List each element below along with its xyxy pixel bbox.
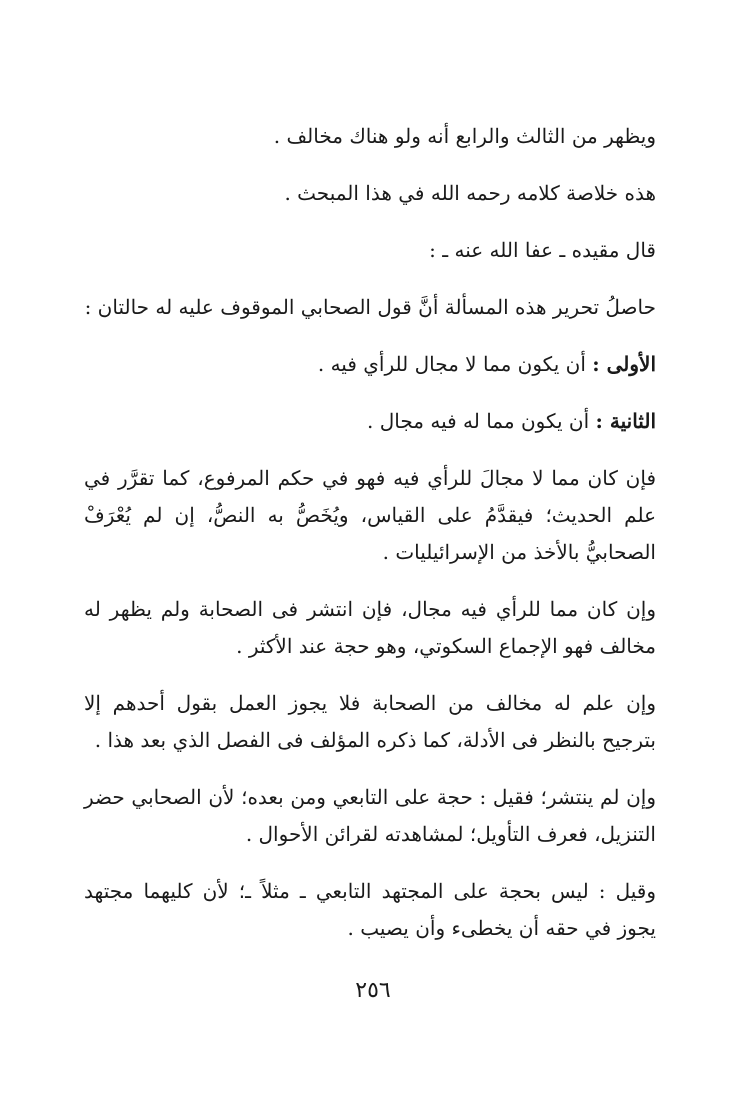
paragraph-2 [84, 175, 656, 212]
paragraph-1 [84, 118, 656, 155]
paragraph-text: حاصلُ تحرير هذه المسألة أنَّ قول الصحابي الموقوف عليه له حالتان : [84, 295, 656, 319]
paragraph-10 [84, 779, 656, 853]
paragraph-4 [84, 289, 656, 326]
paragraph-text: أن يكون مما له فيه مجال . [367, 409, 596, 433]
paragraph-3 [84, 232, 656, 269]
paragraph-text: وقيل : ليس بحجة على المجتهد التابعي ـ مثلاً ـ؛ لأن كليهما مجتهد يجوز في حقه أن يخطىء وأن يصيب . [84, 879, 656, 940]
paragraph-text: قال مقيده ـ عفا الله عنه ـ : [429, 238, 656, 262]
paragraph-second-case [84, 403, 656, 440]
paragraph-text: وإن لم ينتشر؛ فقيل : حجة على التابعي ومن بعده؛ لأن الصحابي حضر التنزيل، فعرف التأويل؛ لمشاهدته لقرائن الأحوال . [84, 785, 656, 846]
paragraph-text: وإن علم له مخالف من الصحابة فلا يجوز العمل بقول أحدهم إلا بترجيح بالنظر فى الأدلة، كما ذكره المؤلف فى الفصل الذي بعد هذا . [84, 691, 656, 752]
paragraph-lead: الأولى : [592, 352, 656, 376]
paragraph-text: أن يكون مما لا مجال للرأي فيه . [317, 352, 593, 376]
body-text [84, 118, 656, 967]
paragraph-first-case [84, 346, 656, 383]
paragraph-11 [84, 873, 656, 947]
paragraph-7 [84, 460, 656, 571]
paragraph-text: هذه خلاصة كلامه رحمه الله في هذا المبحث . [284, 181, 656, 205]
paragraph-8 [84, 591, 656, 665]
paragraph-9 [84, 685, 656, 759]
paragraph-text: وإن كان مما للرأي فيه مجال، فإن انتشر فى الصحابة ولم يظهر له مخالف فهو الإجماع السكوتي، وهو حجة عند الأكثر . [84, 597, 656, 658]
paragraph-lead: الثانية : [595, 409, 656, 433]
paragraph-text: ويظهر من الثالث والرابع أنه ولو هناك مخالف . [273, 124, 656, 148]
page-number: ٢٥٦ [355, 978, 391, 1003]
paragraph-text: فإن كان مما لا مجالَ للرأي فيه فهو في حكم المرفوع، كما تقرَّر في علم الحديث؛ فيقدَّمُ على القياس، ويُخَصُّ به النصُّ، إن لم يُعْرَفْ الصحابيُّ بالأخذ من الإسرائيليات . [84, 466, 657, 564]
